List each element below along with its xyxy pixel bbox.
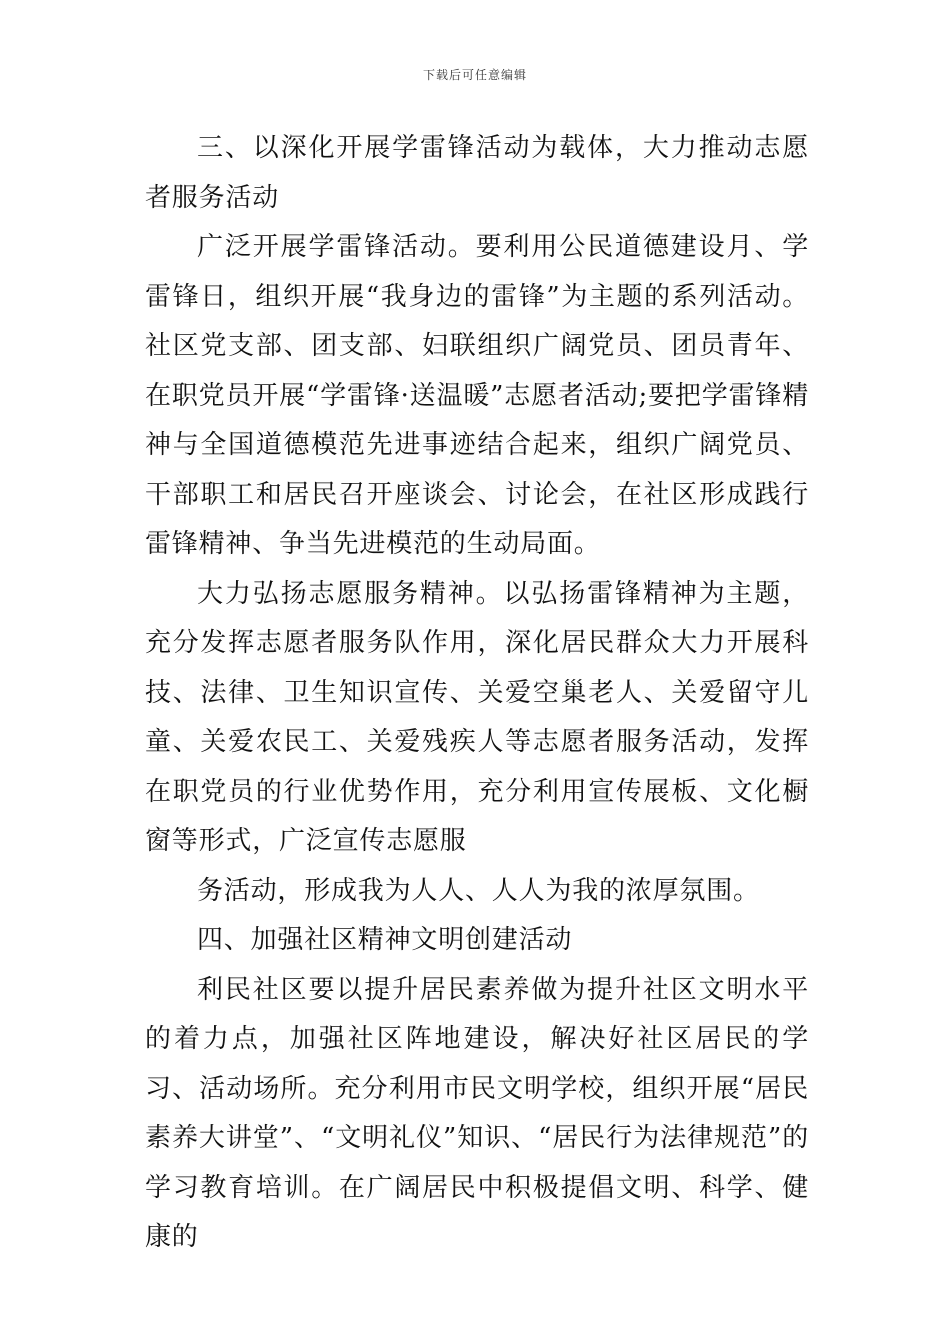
paragraph-continuation: 务活动，形成我为人人、人人为我的浓厚氛围。 <box>197 875 760 906</box>
page-header-note: 下载后可任意编辑 <box>422 68 527 82</box>
paragraph-lei-feng-activities: 广泛开展学雷锋活动。要利用公民道德建设月、学雷锋日，组织开展“我身边的雷锋”为主题的系列活动。社区党支部、团支部、妇联组织广阔党员、团员青年、在职党员开展“学雷锋·送温暖”志愿者活动;要把学雷锋精神与全国道德模范先进事迹结合起来，组织广阔党员、干部职工和居民召开座谈会、讨论会，在社区形成践行雷锋精神、争当先进模范的生动局面。 <box>145 232 809 559</box>
paragraph-community-civilization: 利民社区要以提升居民素养做为提升社区文明水平的着力点，加强社区阵地建设，解决好社区居民的学习、活动场所。充分利用市民文明学校，组织开展“居民素养大讲堂”、“文明礼仪”知识、“居民行为法律规范”的学习教育培训。在广阔居民中积极提倡文明、科学、健康的 <box>145 974 809 1252</box>
paragraph-volunteer-spirit: 大力弘扬志愿服务精神。以弘扬雷锋精神为主题，充分发挥志愿者服务队作用，深化居民群众大力开展科技、法律、卫生知识宣传、关爱空巢老人、关爱留守儿童、关爱农民工、关爱残疾人等志愿者服务活动，发挥在职党员的行业优势作用，充分利用宣传展板、文化橱窗等形式，广泛宣传志愿服 <box>145 578 809 856</box>
section-heading-four: 四、加强社区精神文明创建活动 <box>197 925 573 955</box>
document-body <box>145 124 809 1263</box>
section-heading-three: 三、以深化开展学雷锋活动为载体，大力推动志愿者服务活动 <box>145 133 809 213</box>
